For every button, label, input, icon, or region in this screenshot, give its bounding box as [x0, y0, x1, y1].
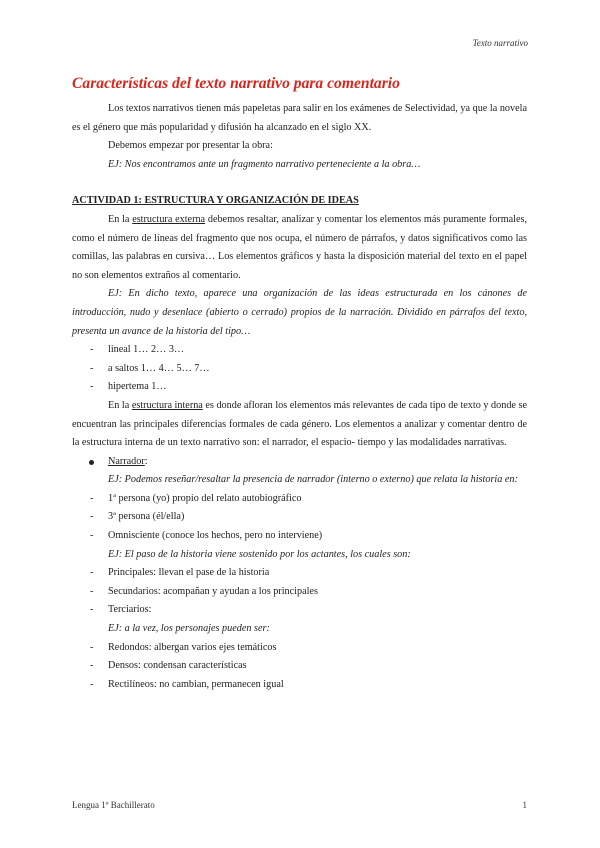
external-structure-term: estructura externa — [132, 213, 206, 225]
example-organization: EJ: En dicho texto, aparece una organización de las ideas estructurada en los cánones de introducción, nudo y desenlace (abierto o cerrado) propios de la narración. Dividido en párrafos del texto, presenta un avance de la historia del tipo… — [72, 288, 527, 337]
footer-course: Lengua 1º Bachillerato — [72, 800, 155, 810]
bullet-icon — [89, 460, 94, 465]
intro-paragraph-2: Debemos empezar por presentar la obra: — [108, 140, 273, 152]
page-number: 1 — [522, 800, 527, 810]
narrator-bullet-list — [72, 453, 527, 472]
bullet-item-narrador: Narrador: — [72, 453, 527, 472]
list-item: - 1ª persona (yo) propio del relato autobiográfico — [72, 490, 527, 509]
actants-list — [72, 564, 527, 620]
list-item: - Terciarios: — [72, 601, 527, 620]
list-item: - a saltos 1… 4… 5… 7… — [72, 360, 527, 379]
structure-type-list — [72, 341, 527, 397]
list-item: - lineal 1… 2… 3… — [72, 341, 527, 360]
list-item: - 3ª persona (él/ella) — [72, 508, 527, 527]
page-title: Características del texto narrativo para comentario — [72, 75, 400, 92]
page-content — [72, 74, 527, 694]
example-characters: EJ: a la vez, los personajes pueden ser: — [108, 623, 270, 635]
list-item: - Omnisciente (conoce los hechos, pero no interviene) — [72, 527, 527, 546]
list-item: - Principales: llevan el pase de la historia — [72, 564, 527, 583]
list-item: - hipertema 1… — [72, 378, 527, 397]
list-item: - Rectilíneos: no cambian, permanecen igual — [72, 676, 527, 695]
characters-list — [72, 639, 527, 695]
narrator-person-list — [72, 490, 527, 546]
list-item: - Redondos: albergan varios ejes temáticos — [72, 639, 527, 658]
list-item: - Densos: condensan características — [72, 657, 527, 676]
intro-paragraph-1: Los textos narrativos tienen más papeletas para salir en los exámenes de Selectividad, ya que la novela es el género que más popularidad y difusión ha alcanzado en el siglo XX. — [72, 103, 527, 133]
internal-structure-term: estructura interna — [131, 399, 203, 411]
internal-structure-paragraph: En la estructura interna es donde afloran los elementos más relevantes de cada tipo de texto y donde se encuentran las principales diferencias formales de cada género. Los elementos a analizar y comentar dentro de la estructura interna de un texto narrativo son: el narrador, el espacio- tiempo y las modalidades narrativas. — [72, 399, 527, 449]
intro-example: EJ: Nos encontramos ante un fragmento narrativo perteneciente a la obra… — [108, 158, 421, 170]
list-item: - Secundarios: acompañan y ayudan a los principales — [72, 583, 527, 602]
running-header: Texto narrativo — [472, 38, 528, 48]
example-actants: EJ: El paso de la historia viene sostenido por los actantes, los cuales son: — [108, 548, 411, 560]
example-narrator: EJ: Podemos reseñar/resaltar la presencia de narrador (interno o externo) que relata la historia en: — [108, 474, 518, 486]
external-structure-paragraph: En la estructura externa debemos resaltar, analizar y comentar los elementos más puramente formales, como el número de líneas del fragmento que nos ocupa, el número de párrafos, y datos significativos como las comillas, las palabras en cursiva… Los elementos gráficos y hasta la disposición material del texto en el papel no son elementos extraños al comentario. — [72, 213, 528, 281]
section-heading-activity-1: ACTIVIDAD 1: ESTRUCTURA Y ORGANIZACIÓN DE IDEAS — [72, 195, 359, 207]
